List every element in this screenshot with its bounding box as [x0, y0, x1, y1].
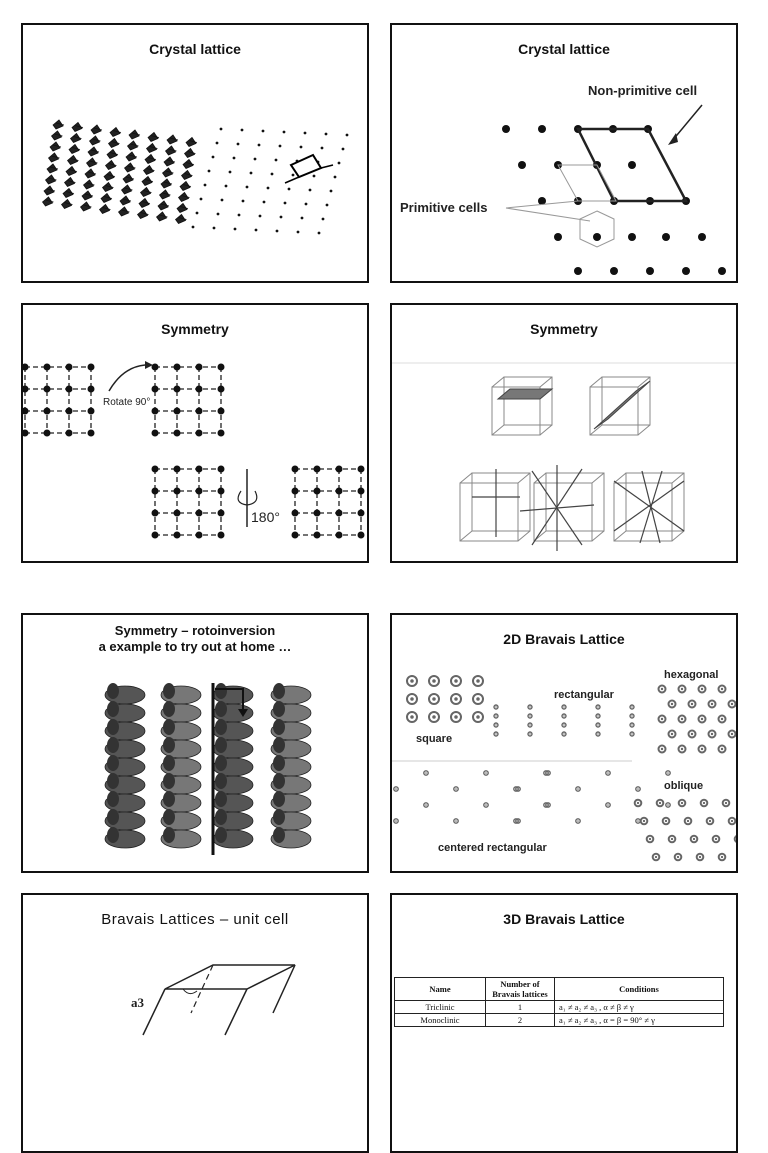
slide-title: 2D Bravais Lattice: [503, 631, 625, 647]
unit-cell-figure: [23, 895, 367, 1151]
bravais-table: [394, 977, 724, 1027]
primitive-cell: [558, 165, 616, 201]
wigner-seitz-cell: [580, 211, 614, 247]
motif-pattern: [43, 120, 198, 224]
title-line-1: Symmetry – rotoinversion: [114, 623, 276, 638]
a3-label: a3: [131, 995, 144, 1010]
rectangular-label: rectangular: [554, 689, 614, 701]
slide-crystal-lattice-1: [21, 23, 369, 283]
slide-title: Bravais Lattices – unit cell: [101, 911, 289, 928]
rotate-label: Rotate 90°: [103, 397, 151, 408]
table-row: Monoclinic 2 a₁ ≠ a₂ ≠ a₃ , α = β = 90° ≠ γ: [395, 1014, 724, 1027]
angle-label: 180°: [251, 509, 280, 525]
col-count: Number of Bravais lattices: [486, 978, 555, 1001]
rotation-figure: [23, 305, 367, 561]
slide-symmetry-1: [21, 303, 369, 563]
point-lattice: [192, 128, 349, 235]
slide-title: Symmetry: [161, 321, 229, 337]
col-name: Name: [395, 978, 486, 1001]
slide-unit-cell: [21, 893, 369, 1153]
primitive-cells-figure: [392, 25, 736, 281]
slide-title: Crystal lattice: [518, 41, 610, 57]
slide-symmetry-2: [390, 303, 738, 563]
nonprimitive-label: Non-primitive cell: [588, 83, 698, 98]
slide-crystal-lattice-2: [390, 23, 738, 283]
slide-2d-bravais: [390, 613, 738, 873]
cube-symmetry-figure: [392, 305, 736, 561]
oblique-label: oblique: [664, 780, 704, 792]
slide-title: Crystal lattice: [149, 41, 241, 57]
square-label: square: [416, 733, 453, 745]
primitive-label: Primitive cells: [400, 200, 488, 215]
col-conditions: Conditions: [555, 978, 724, 1001]
slide-title: Symmetry: [530, 321, 598, 337]
slide-title: 3D Bravais Lattice: [503, 911, 625, 927]
slide-rotoinversion: [21, 613, 369, 873]
lattice-figure: [23, 25, 367, 281]
title-line-2: a example to try out at home …: [98, 639, 292, 654]
table-header-row: [395, 978, 724, 1001]
centered-label: centered rectangular: [438, 842, 547, 854]
dog-pattern-figure: [23, 615, 367, 871]
unit-cell-outline: [285, 155, 333, 183]
slide-3d-bravais: [390, 893, 738, 1153]
hexagonal-label: hexagonal: [664, 669, 719, 681]
table-row: Triclinic 1 a₁ ≠ a₂ ≠ a₃ , α ≠ β ≠ γ: [395, 1001, 724, 1014]
